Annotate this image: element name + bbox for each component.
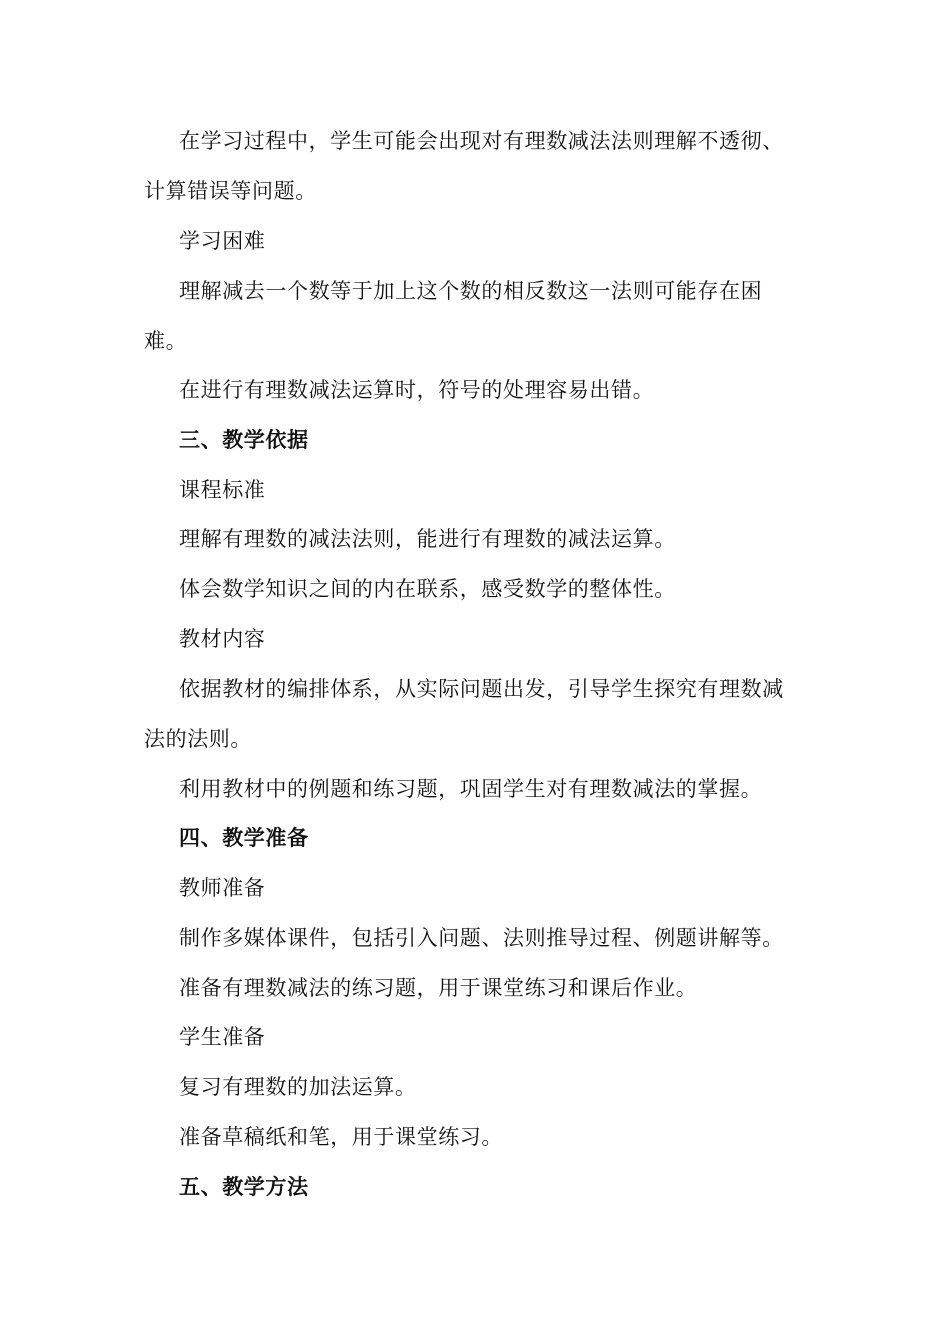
section-heading-teaching-basis: 三、教学依据 bbox=[179, 428, 309, 452]
paragraph-line: 利用教材中的例题和练习题，巩固学生对有理数减法的掌握。 bbox=[179, 777, 763, 801]
paragraph-line: 法的法则。 bbox=[144, 727, 252, 751]
paragraph-line: 体会数学知识之间的内在联系，感受数学的整体性。 bbox=[179, 577, 676, 601]
paragraph-line: 理解有理数的减法法则，能进行有理数的减法运算。 bbox=[179, 527, 676, 551]
paragraph-line: 难。 bbox=[144, 329, 188, 353]
paragraph-line: 准备草稿纸和笔，用于课堂练习。 bbox=[179, 1125, 503, 1149]
subheading-curriculum-standard: 课程标准 bbox=[179, 478, 266, 502]
paragraph-line: 制作多媒体课件，包括引入问题、法则推导过程、例题讲解等。 bbox=[179, 926, 784, 950]
subheading-learning-difficulty: 学习困难 bbox=[179, 229, 266, 253]
section-heading-teaching-methods: 五、教学方法 bbox=[179, 1175, 309, 1199]
section-heading-teaching-preparation: 四、教学准备 bbox=[179, 826, 309, 850]
paragraph-line: 理解减去一个数等于加上这个数的相反数这一法则可能存在困 bbox=[179, 279, 763, 303]
subheading-textbook-content: 教材内容 bbox=[179, 627, 266, 651]
paragraph-line: 在进行有理数减法运算时，符号的处理容易出错。 bbox=[179, 378, 655, 402]
paragraph-line: 在学习过程中，学生可能会出现对有理数减法法则理解不透彻、 bbox=[179, 129, 784, 153]
paragraph-line: 准备有理数减法的练习题，用于课堂练习和课后作业。 bbox=[179, 976, 698, 1000]
subheading-teacher-preparation: 教师准备 bbox=[179, 876, 266, 900]
paragraph-line: 复习有理数的加法运算。 bbox=[179, 1075, 417, 1099]
subheading-student-preparation: 学生准备 bbox=[179, 1025, 266, 1049]
paragraph-line: 计算错误等问题。 bbox=[144, 179, 317, 203]
paragraph-line: 依据教材的编排体系，从实际问题出发，引导学生探究有理数减 bbox=[179, 677, 784, 701]
